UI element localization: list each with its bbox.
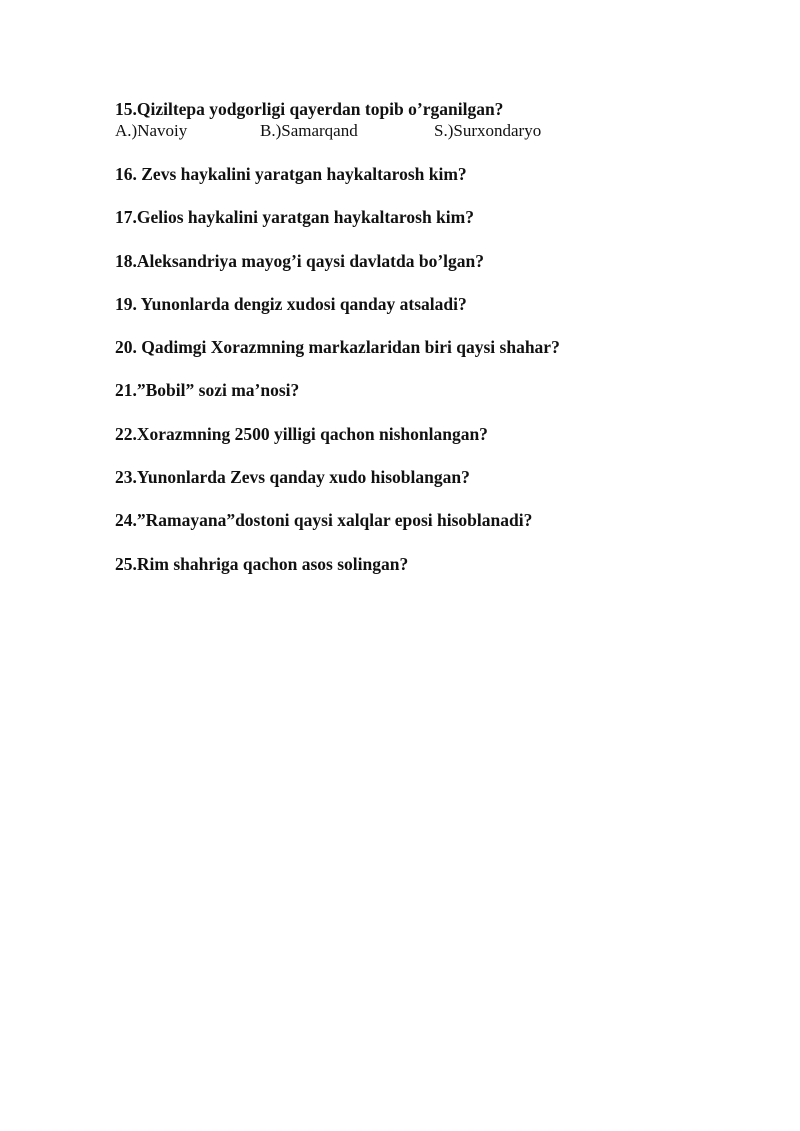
question-25: 25.Rim shahriga qachon asos solingan? [115,553,409,574]
option-a: A.)Navoiy [115,121,188,140]
question-15-options [115,120,735,142]
question-21: 21.”Bobil” sozi ma’nosi? [115,380,300,401]
question-16: 16. Zevs haykalini yaratgan haykaltarosh kim? [115,164,467,184]
question-23: 23.Yunonlarda Zevs qanday xudo hisoblangan? [115,467,470,488]
question-list [115,98,735,596]
question-24: 24.”Ramayana”dostoni qaysi xalqlar eposi hisoblanadi? [115,510,533,531]
question-15: 15.Qiziltepa yodgorligi qayerdan topib o’rganilgan? [115,99,504,119]
question-19: 19. Yunonlarda dengiz xudosi qanday atsaladi? [115,293,467,314]
question-22: 22.Xorazmning 2500 yilligi qachon nishonlangan? [115,423,488,444]
question-18: 18.Aleksandriya mayog’i qaysi davlatda bo’lgan? [115,250,485,271]
option-c: S.)Surxondaryo [434,121,542,140]
question-20: 20. Qadimgi Xorazmning markazlaridan biri qaysi shahar? [115,337,560,358]
option-b: B.)Samarqand [260,121,358,140]
question-17: 17.Gelios haykalini yaratgan haykaltarosh kim? [115,207,474,228]
